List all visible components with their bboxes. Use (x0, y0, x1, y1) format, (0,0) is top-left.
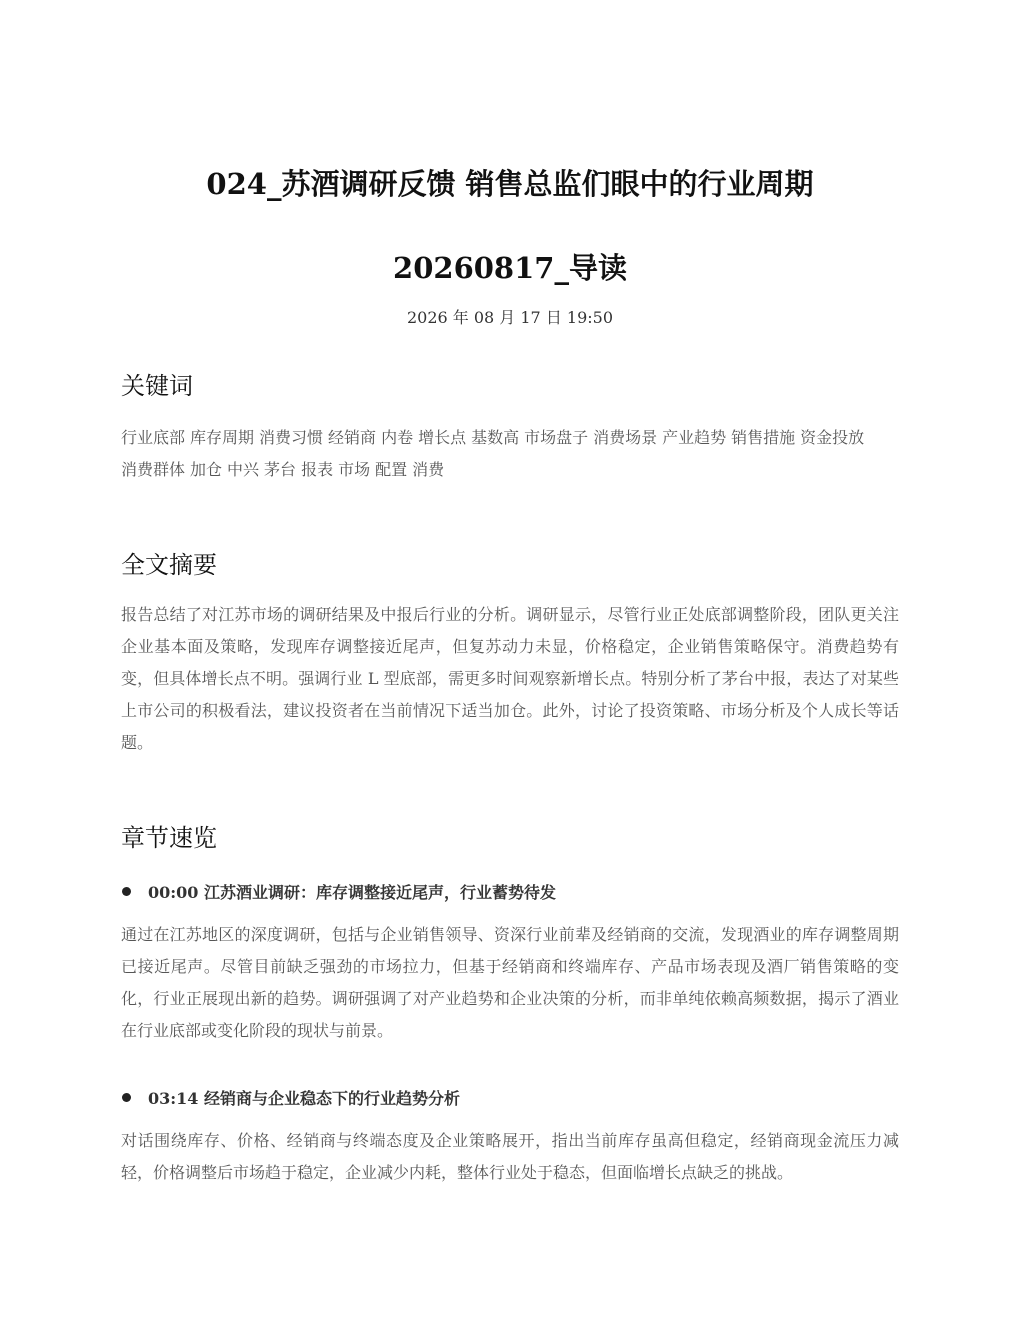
keyword-item: 市场 (338, 460, 371, 479)
document-date: 2026 年 08 月 17 日 19:50 (406, 308, 614, 327)
chapter-title-text: 经销商与企业稳态下的行业趋势分析 (204, 1089, 461, 1108)
chapter-body: 通过在江苏地区的深度调研，包括与企业销售领导、资深行业前辈及经销商的交流，发现酒业的库存调整周期已接近尾声。尽管目前缺乏强劲的市场拉力，但基于经销商和终端库存、产品市场表现及酒厂销售策略的变化，行业正展现出新的趋势。调研强调了对产业趋势和企业决策的分析，而非单纯依赖高频数据，揭示了酒业在行业底部或变化阶段的现状与前景。 (121, 925, 899, 1040)
keyword-item: 茅台 (264, 460, 297, 479)
chapter-time: 03:14 (148, 1089, 199, 1108)
keyword-item: 内卷 (381, 428, 414, 447)
chapter-title-text: 江苏酒业调研：库存调整接近尾声，行业蓄势待发 (204, 883, 557, 902)
chapter-title (121, 1087, 899, 1111)
keyword-item: 中兴 (227, 460, 260, 479)
keyword-item: 消费场景 (593, 428, 658, 447)
bullet-icon (122, 887, 131, 896)
keyword-item: 配置 (375, 460, 408, 479)
keywords-list (121, 422, 899, 486)
bullet-icon (122, 1093, 131, 1102)
keyword-item: 销售措施 (731, 428, 796, 447)
keyword-item: 基数高 (471, 428, 520, 447)
summary-text: 报告总结了对江苏市场的调研结果及中报后行业的分析。调研显示，尽管行业正处底部调整阶段，团队更关注企业基本面及策略，发现库存调整接近尾声，但复苏动力未显，价格稳定，企业销售策略保守。消费趋势有变，但具体增长点不明。强调行业 L 型底部，需更多时间观察新增长点。特别分析了茅台中报，表达了对某些上市公司的积极看法，建议投资者在当前情况下适当加仓。此外，讨论了投资策略、市场分析及个人成长等话题。 (121, 605, 899, 752)
keywords-heading: 关键词 (121, 372, 193, 400)
keyword-item: 市场盘子 (524, 428, 589, 447)
chapter-body: 对话围绕库存、价格、经销商与终端态度及企业策略展开，指出当前库存虽高但稳定，经销商现金流压力减轻，价格调整后市场趋于稳定，企业减少内耗，整体行业处于稳态，但面临增长点缺乏的挑战。 (121, 1131, 899, 1182)
keyword-item: 报表 (301, 460, 334, 479)
document-title: 024_苏酒调研反馈 销售总监们眼中的行业周期 20260817_导读 (206, 167, 814, 285)
keyword-item: 加仓 (190, 460, 223, 479)
chapters-heading: 章节速览 (121, 824, 217, 852)
chapter-time: 00:00 (148, 883, 199, 902)
chapter-title (121, 881, 899, 905)
keyword-item: 经销商 (328, 428, 377, 447)
keyword-item: 消费 (412, 460, 445, 479)
keyword-item: 消费习惯 (259, 428, 324, 447)
keyword-item: 增长点 (418, 428, 467, 447)
keyword-item: 消费群体 (121, 460, 186, 479)
keyword-item: 产业趋势 (662, 428, 727, 447)
keyword-item: 库存周期 (190, 428, 255, 447)
summary-heading: 全文摘要 (121, 551, 217, 579)
keyword-item: 行业底部 (121, 428, 186, 447)
keyword-item: 资金投放 (800, 428, 865, 447)
